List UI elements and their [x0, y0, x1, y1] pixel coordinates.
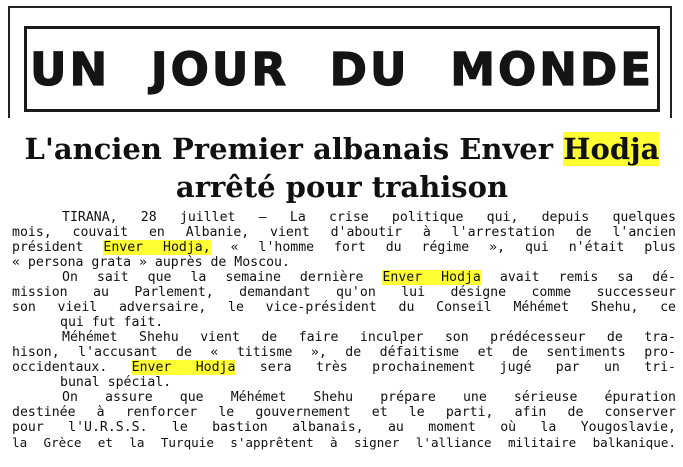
headline-highlight: Hodja [563, 132, 660, 166]
p2-highlight: Enver Hodja [382, 270, 481, 285]
p2-line-2: mission au Parlement, demandant qu'on lui désigne comme successeur [12, 285, 676, 300]
p3-line-3-pre: occidentaux. [12, 360, 132, 375]
p2-line-4: qui fut fait. [60, 315, 164, 330]
p4-line-4: la Grèce et la Turquie s'apprêtent à signer l'alliance militaire balkanique. [12, 435, 676, 450]
p3-line-4: bunal spécial. [60, 375, 172, 390]
p3-line-1: Méhémet Shehu vient de faire inculper son prédécesseur de tra- [62, 330, 676, 345]
p3-line-3 [12, 360, 676, 375]
banner-title: UN JOUR DU MONDE [29, 42, 655, 96]
p3-line-3-post: sera très prochainement jugé par un tri- [235, 360, 676, 375]
p1-line-3-post: « l'homme fort du régime », qui n'était plus [210, 240, 676, 255]
p4-line-2: destinée à renforcer le gouvernement et le parti, afin de conserver [12, 405, 676, 420]
headline-line-1 [8, 130, 676, 168]
headline-line-1-text: L'ancien Premier albanais Enver [24, 132, 564, 166]
p2-line-1-post: avait remis sa dé- [480, 270, 676, 285]
headline [8, 130, 676, 206]
p1-line-3-pre: président [12, 240, 104, 255]
p4-line-3: pour l'U.R.S.S. le bastion albanais, au moment où la Yougoslavie, [12, 420, 676, 435]
p2-line-3: son vieil adversaire, le vice-président du Conseil Méhémet Shehu, ce [12, 300, 676, 315]
headline-line-2: arrêté pour trahison [175, 170, 509, 204]
p1-line-1: TIRANA, 28 juillet — La crise politique qui, depuis quelques [62, 210, 676, 225]
p2-line-1-pre: On sait que la semaine dernière [62, 270, 383, 285]
p1-line-3 [12, 240, 676, 255]
p1-line-2: mois, couvait en Albanie, vient d'aboutir à l'arrestation de l'ancien [12, 225, 676, 240]
p4-line-1: On assure que Méhémet Shehu prépare une sérieuse épuration [62, 390, 676, 405]
p3-highlight: Enver Hodja [131, 360, 236, 375]
p2-line-1 [12, 270, 676, 285]
p3-line-2: hison, l'accusant de « titisme », de défaitisme et de sentiments pro- [12, 345, 676, 360]
p1-highlight: Enver Hodja, [103, 240, 211, 255]
p1-line-4: « persona grata » auprès de Moscou. [12, 255, 290, 270]
article-body [12, 210, 676, 450]
banner-box [24, 26, 660, 112]
